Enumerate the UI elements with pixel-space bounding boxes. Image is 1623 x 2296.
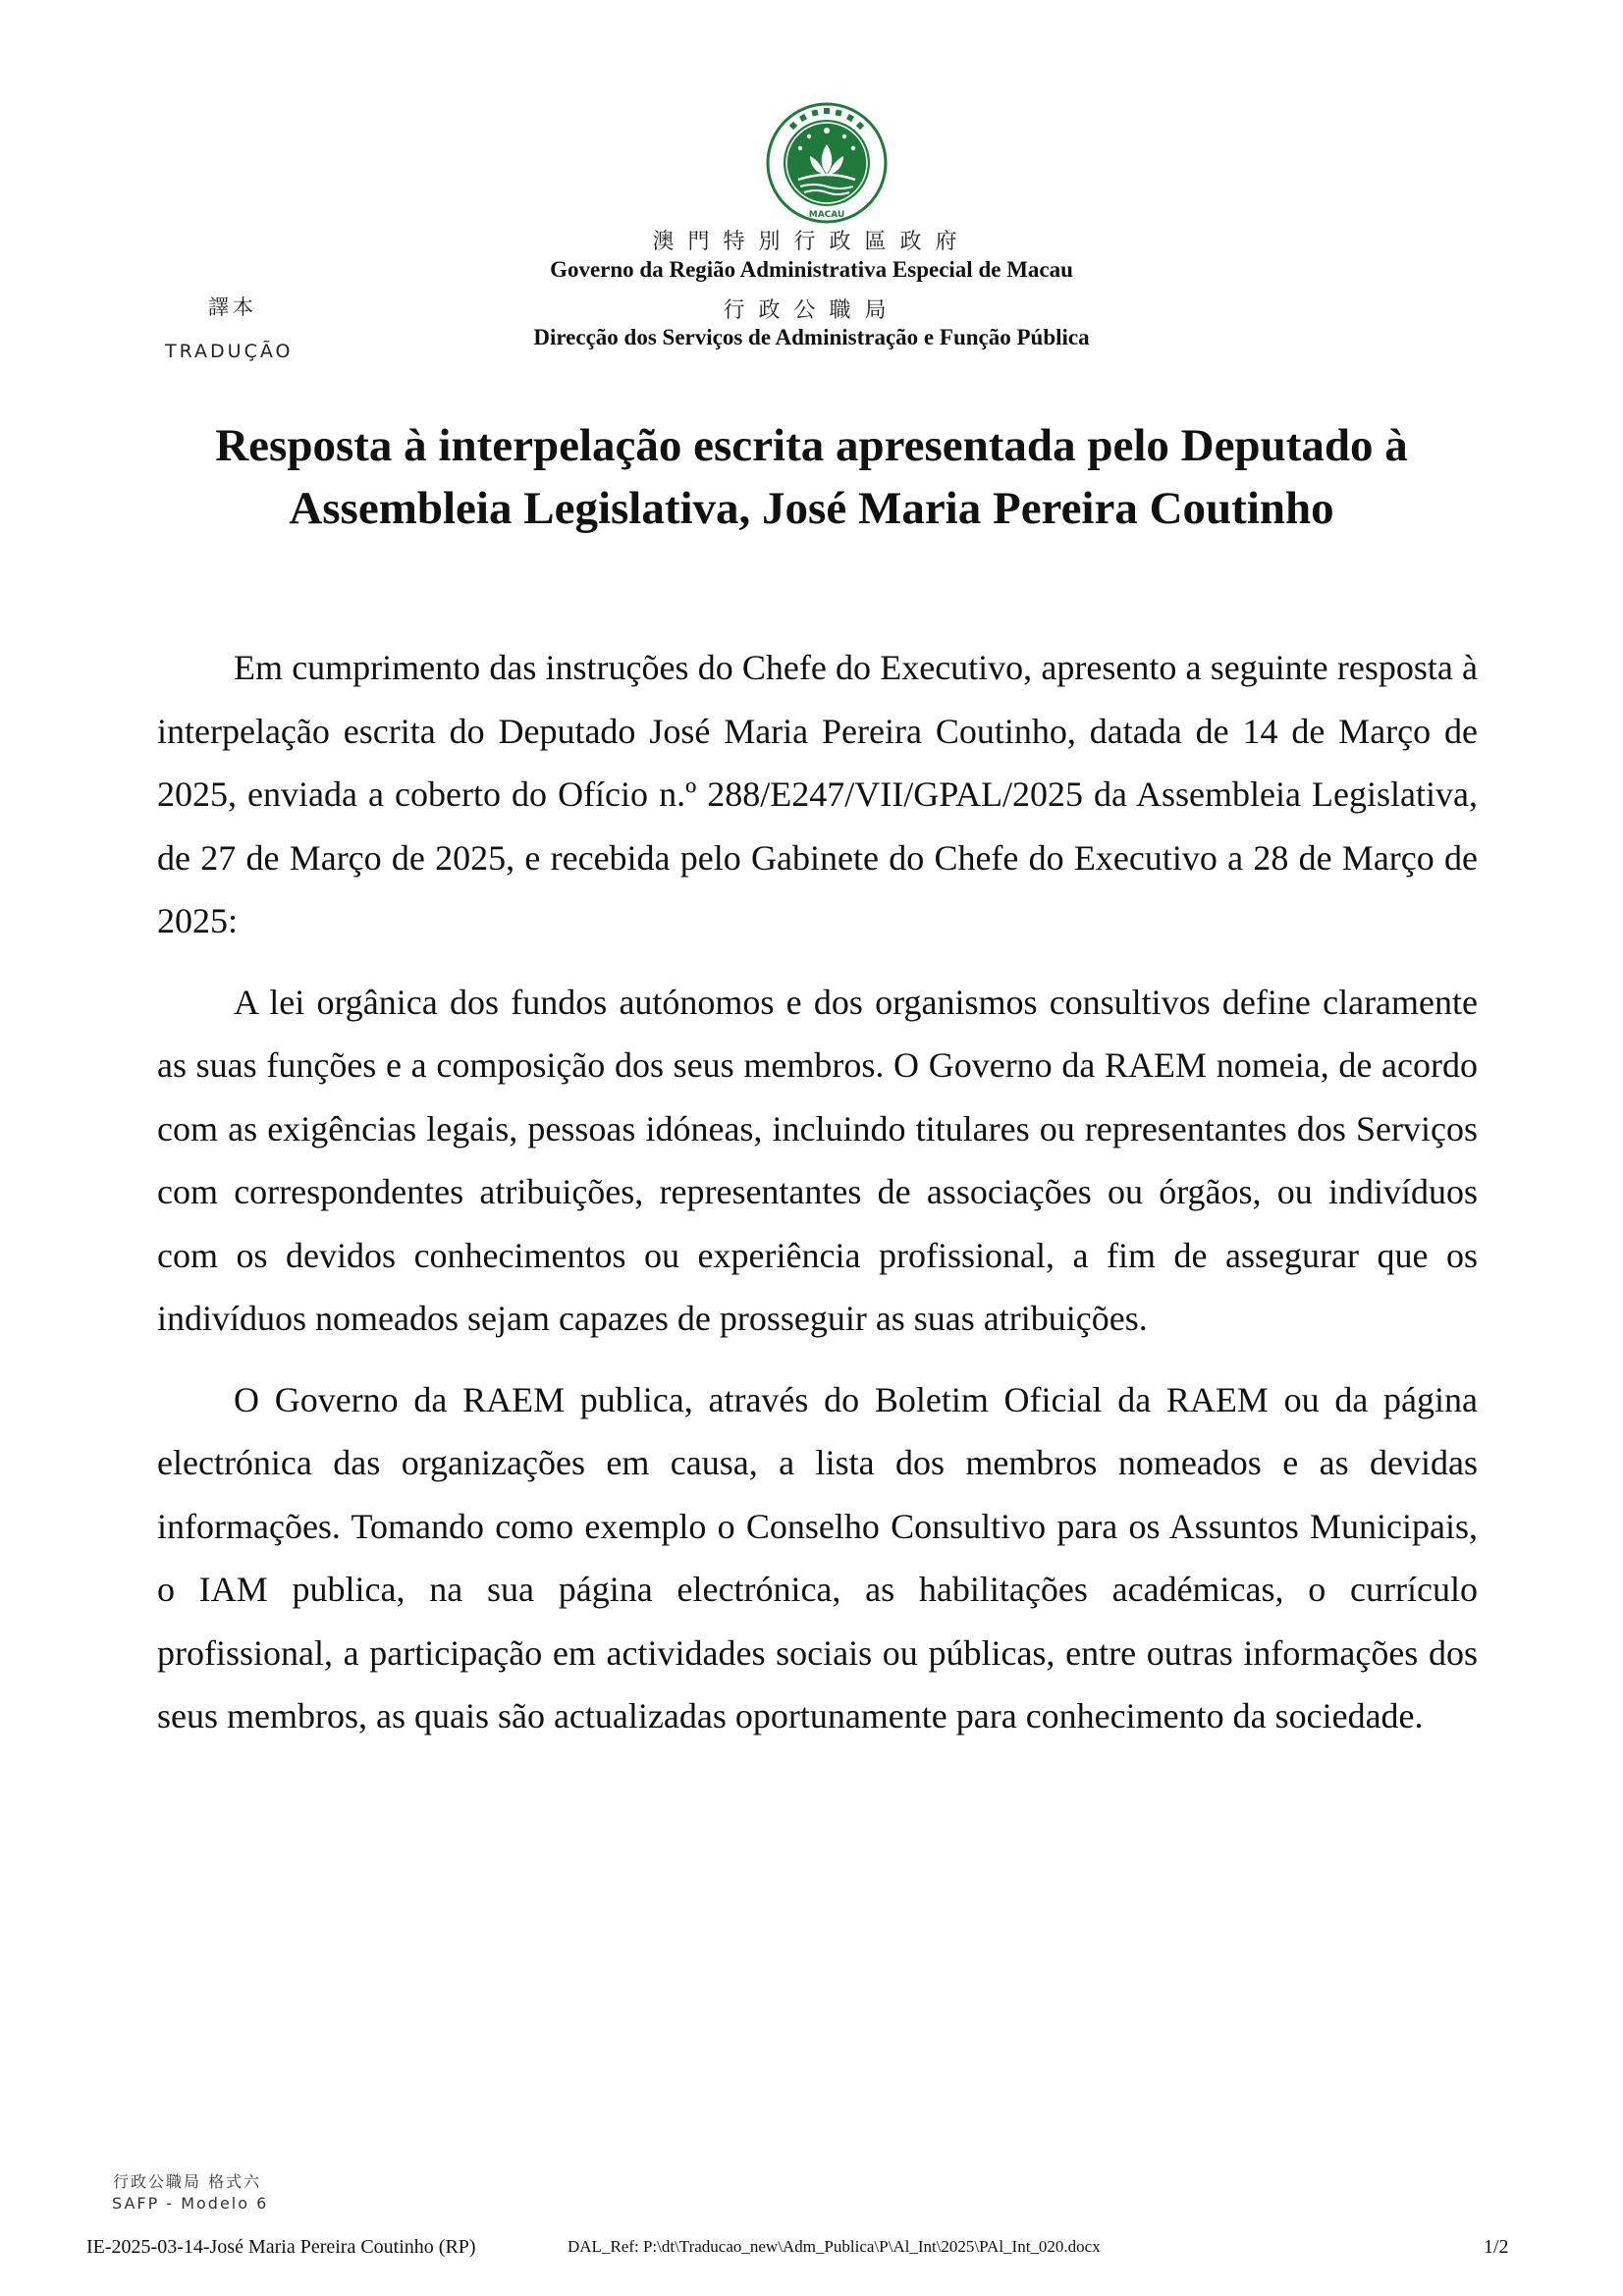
file-path-reference: DAL_Ref: P:\dt\Traducao_new\Adm_Publica\P\Al_Int\2025\PAl_Int_020.docx	[568, 2237, 1101, 2256]
svg-text:MACAU: MACAU	[808, 210, 845, 220]
document-reference: IE-2025-03-14-José Maria Pereira Coutinho (RP)	[86, 2236, 476, 2258]
body-paragraph-3: O Governo da RAEM publica, através do Boletim Oficial da RAEM ou da página electrónica das organizações em causa, a lista dos membros nomeados e as devidas informações. Tomando como exemplo o Conselho Consultivo para os Assuntos Municipais, o IAM publica, na sua página electrónica, as habilitações académicas, o currículo profissional, a participação em actividades sociais ou públicas, entre outras informações dos seus membros, as quais são actualizadas oportunamente para conhecimento da sociedade.	[157, 1379, 1478, 1735]
form-model-label: SAFP - Modelo 6	[112, 2194, 269, 2213]
department-name-chinese: 行政公職局	[723, 298, 900, 323]
macau-emblem-icon	[765, 101, 889, 225]
translation-label-chinese: 譯本	[208, 295, 257, 319]
government-name-chinese: 澳門特別行政區政府	[652, 230, 971, 254]
department-name-portuguese: Direcção dos Serviços de Administração e Função Pública	[533, 325, 1090, 349]
page-number: 1/2	[1484, 2236, 1509, 2258]
title-line-1: Resposta à interpelação escrita apresentada pelo Deputado à	[215, 420, 1408, 471]
document-title	[147, 414, 1476, 540]
form-label-chinese: 行政公職局 格式六	[113, 2172, 262, 2191]
title-line-2: Assembleia Legislativa, José Maria Pereira Coutinho	[289, 483, 1334, 534]
document-body	[157, 636, 1478, 1766]
translation-label-portuguese: TRADUÇÃO	[165, 341, 294, 362]
government-name-portuguese: Governo da Região Administrativa Especial de Macau	[550, 257, 1073, 282]
body-paragraph-1: Em cumprimento das instruções do Chefe do Executivo, apresento a seguinte resposta à interpelação escrita do Deputado José Maria Pereira Coutinho, datada de 14 de Março de 2025, enviada a coberto do Ofício n.º 288/E247/VII/GPAL/2025 da Assembleia Legislativa, de 27 de Março de 2025, e recebida pelo Gabinete do Chefe do Executivo a 28 de Março de 2025:	[157, 648, 1478, 940]
body-paragraph-2: A lei orgânica dos fundos autónomos e dos organismos consultivos define claramente as suas funções e a composição dos seus membros. O Governo da RAEM nomeia, de acordo com as exigências legais, pessoas idóneas, incluindo titulares ou representantes dos Serviços com correspondentes atribuições, representantes de associações ou órgãos, ou indivíduos com os devidos conhecimentos ou experiência profissional, a fim de assegurar que os indivíduos nomeados sejam capazes de prosseguir as suas atribuições.	[157, 982, 1478, 1338]
